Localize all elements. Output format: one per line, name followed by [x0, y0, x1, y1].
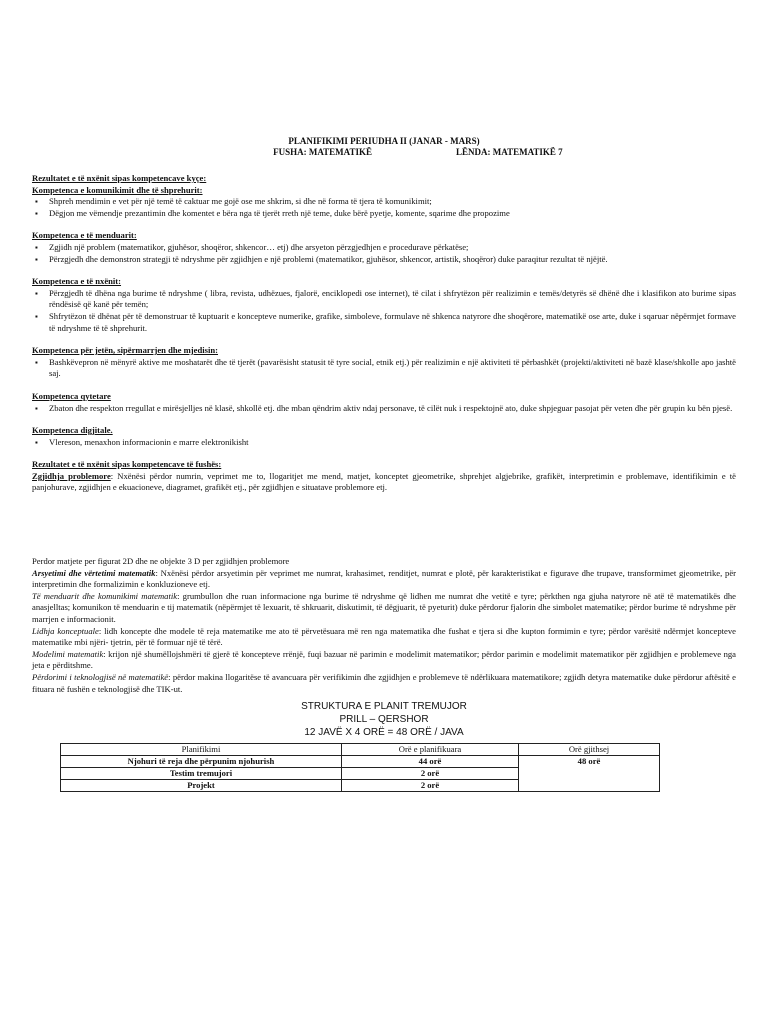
list-item: ▪ Zbaton dhe respekton rregullat e mirësjelljes në klasë, shkollë etj. dhe mban qëndrim aktiv ndaj personave, të cilët nuk i respektojnë ato, duke shpjeguar pasojat për veten dhe për grupin ku bën pjesë. — [32, 403, 736, 415]
total-hours: 48 orë — [519, 756, 660, 792]
competency-list — [32, 196, 736, 219]
measurement-intro: Perdor matjete per figurat 2D dhe ne objekte 3 D per zgjidhjen problemore — [32, 556, 290, 567]
page-title: PLANIFIKIMI PERIUDHA II (JANAR - MARS) — [288, 136, 480, 146]
subject-row — [32, 147, 736, 158]
competency-heading: Kompetenca qytetare — [32, 390, 111, 401]
structure-title: STRUKTURA E PLANIT TREMUJOR — [301, 701, 467, 713]
row-hours: 2 orë — [342, 780, 519, 792]
table-header-row — [61, 744, 660, 756]
competency-list — [32, 403, 736, 415]
competency-list — [32, 242, 736, 265]
structure-period: PRILL – QERSHOR — [339, 714, 429, 726]
list-item: ▪ Shfrytëzon të dhënat për të demonstruar të kuptuarit e koncepteve numerike, grafike, simboleve, formulave në shkenca natyrore dhe shoqërore, matematikë ose arte, duke i sqaruar nëpërmjet formave të ndryshme të të shprehurit. — [32, 311, 736, 334]
list-item: ▪ Përzgjedh dhe demonstron strategji të ndryshme për zgjidhjen e një problemi (matematikor, gjuhësor, shkencor, artistik, shoqëror) duke paraqitur rezultat të njëjtë. — [32, 254, 736, 266]
competency-list — [32, 437, 736, 449]
row-label: Projekt — [61, 780, 342, 792]
modeling-paragraph: Modelimi matematik: krijon një shumëllojshmëri të gjerë të koncepteve rrënjë, fuqi bazuar në parimin e modelimit matematikor; përdor parimin e modelimit matematikor për zgjidhjen e problemeve nga jeta e përditshme. — [32, 648, 736, 671]
key-results-heading: Rezultatet e të nxënit sipas kompetencave kyçe: — [32, 173, 207, 183]
subject-label: LËNDA: MATEMATIKË 7 — [456, 147, 563, 157]
competency-heading: Kompetenca e komunikimit dhe të shprehurit: — [32, 184, 203, 195]
competency-list — [32, 288, 736, 334]
document-page — [32, 136, 736, 792]
row-hours: 2 orë — [342, 768, 519, 780]
list-item: ▪ Vlereson, menaxhon informacionin e marre elektronikisht — [32, 437, 736, 449]
field-results-heading: Rezultatet e të nxënit sipas kompetencave të fushës: — [32, 459, 222, 470]
list-item: ▪ Zgjidh një problem (matematikor, gjuhësor, shoqëror, shkencor… etj) dhe arsyeton përzgjedhjen e procedurave përkatëse; — [32, 242, 736, 254]
problem-solving-paragraph: Zgjidhja problemore: Nxënësi përdor numrin, veprimet me to, llogaritjet me mend, matjet, konceptet gjeometrike, shprehjet algjebrike, grafikët, interpretimin e problemave, identifikimin e të panjohurave, zgjidhjen e ekuacioneve, diagramet, grafikët etj., për zgjidhjen e situatave problemore etj. — [32, 470, 736, 493]
field-label: FUSHA: MATEMATIKË — [273, 147, 372, 157]
list-item: ▪ Bashkëvepron në mënyrë aktive me moshatarët dhe të tjerët (pavarësisht statusit të tyre social, etnik etj.) për realizimin e një aktiviteti të përbashkët (projekti/aktiviteti në bazë klase/shkolle apo jashtë saj. — [32, 357, 736, 380]
links-paragraph: Lidhja konceptuale: lidh koncepte dhe modele të reja matematike me ato të përvetësuara më ren nga matematika dhe fushat e tjera si dhe kupton formimin e tyre; përdor varësitë ndërmjet koncepteve matematike mbi njëri- tjetrin, për të formuar një të tërë. — [32, 625, 736, 648]
list-item: ▪ Shpreh mendimin e vet për një temë të caktuar me gojë ose me shkrim, si dhe në forma të tjera të komunikimit; — [32, 196, 736, 208]
competency-heading: Kompetenca digjitale. — [32, 425, 113, 436]
list-item: ▪ Dëgjon me vëmendje prezantimin dhe komentet e bëra nga të tjerët rreth një teme, duke bërë pyetje, komente, sqarime dhe propozime — [32, 208, 736, 220]
header-planning: Planifikimi — [61, 744, 342, 756]
row-hours: 44 orë — [342, 756, 519, 768]
competency-heading: Kompetenca e të menduarit: — [32, 230, 137, 241]
row-label: Njohuri të reja dhe përpunim njohurish — [61, 756, 342, 768]
competency-list — [32, 357, 736, 380]
structure-hours: 12 JAVË X 4 ORË = 48 ORË / JAVA — [304, 727, 464, 739]
reasoning-paragraph: Arsyetimi dhe vërtetimi matematik: Nxënësi përdor arsyetimin për veprimet me numrat, krahasimet, renditjet, numrat e plotë, për karakteristikat e figurave dhe trupave, transformimet gjeometrike, për interpretimin dhe formalizimin e konkluzioneve etj. — [32, 567, 736, 590]
tech-paragraph: Përdorimi i teknologjisë në matematikë: përdor makina llogaritëse të avancuara për verifikimin dhe zgjidhjen e problemeve të ndërlikuara matematikore; zgjidh detyra matematike duke përdorur aftësitë e fituara në fushën e teknologjisë dhe TIK-ut. — [32, 672, 736, 694]
header-total-hours: Orë gjithsej — [519, 744, 660, 756]
list-item: ▪ Përzgjedh të dhëna nga burime të ndryshme ( libra, revista, udhëzues, fjalorë, enciklopedi ose internet), të cilat i shfrytëzon për realizimin e temës/detyrës së dhënë dhe i klasifikon ato burime sipas rëndësisë që kanë për temën; — [32, 288, 736, 311]
header-planned-hours: Orë e planifikuara — [342, 744, 519, 756]
competency-heading: Kompetenca për jetën, sipërmarrjen dhe mjedisin: — [32, 345, 219, 356]
competency-heading: Kompetenca e të nxënit: — [32, 276, 122, 287]
plan-table — [60, 743, 660, 792]
thinking-paragraph: Të menduarit dhe komunikimi matematik: grumbullon dhe ruan informacione nga burime të ndryshme që lidhen me numrat dhe vetitë e tyre; përkthen nga gjuha natyrore në atë të matematikës dhe anasjelltas; komunikon të menduarin e tij matematik (nëpërmjet të lexuarit, të shkruarit, diskutimit, të dëgjuarit, të pyeturit) duke përdorur fjalorin dhe simbolet matematike; përdor burime të ndryshme për marrjen e informacionit. — [32, 590, 736, 625]
row-label: Testim tremujori — [61, 768, 342, 780]
table-row — [61, 756, 660, 768]
